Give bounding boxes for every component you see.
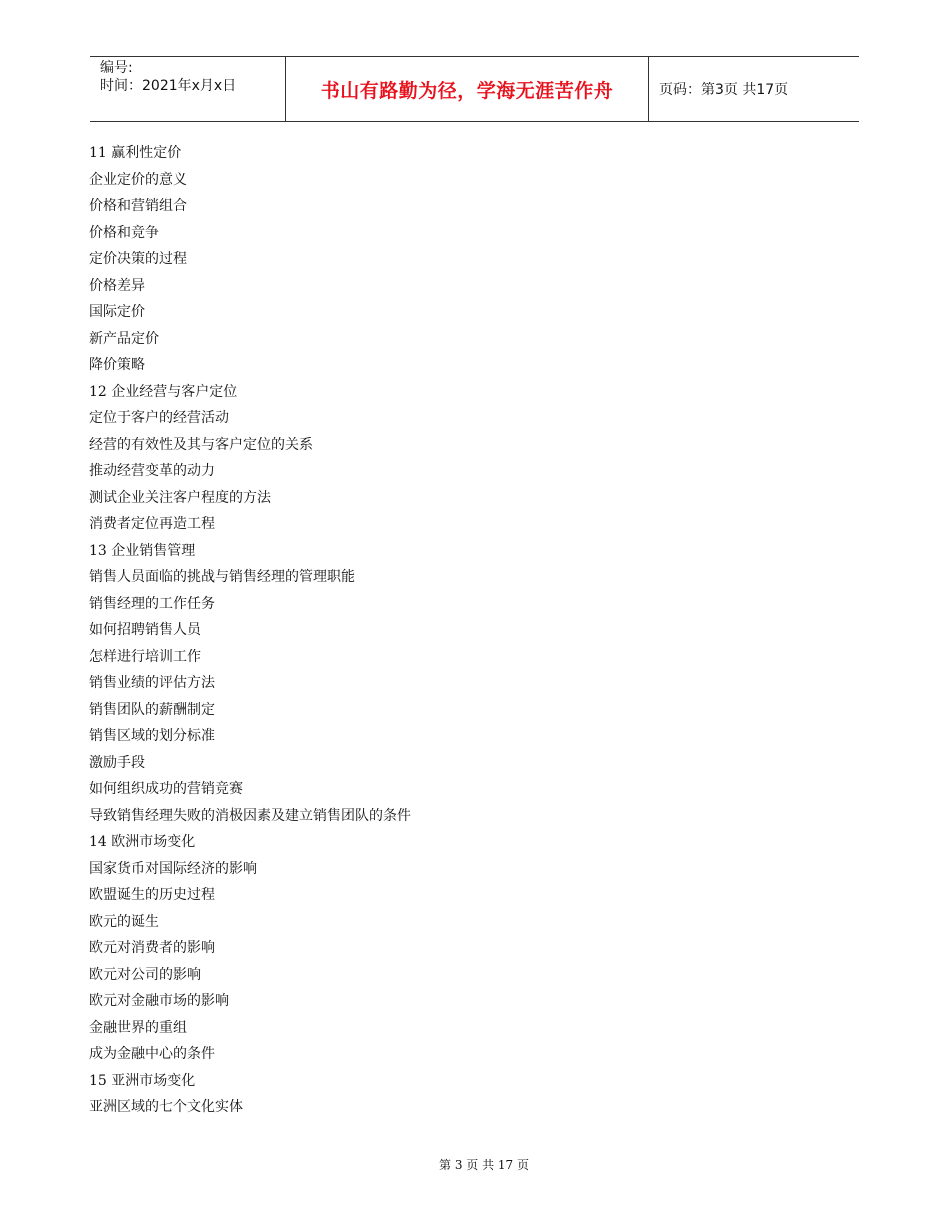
toc-line: 推动经营变革的动力 [89, 463, 215, 479]
header-page-info: 页码：第3页 共17页 [659, 82, 789, 98]
toc-line: 欧元对公司的影响 [89, 966, 201, 983]
toc-line: 13 企业销售管理 [89, 542, 196, 559]
toc-line: 价格和营销组合 [89, 198, 187, 214]
toc-line: 11 赢利性定价 [89, 145, 182, 161]
toc-line: 消费者定位再造工程 [89, 516, 215, 532]
toc-line: 15 亚洲市场变化 [89, 1072, 196, 1089]
document-number-label: 编号: [100, 60, 133, 76]
toc-line: 国家货币对国际经济的影响 [89, 860, 257, 877]
toc-line: 如何组织成功的营销竞赛 [89, 781, 243, 797]
toc-line: 定价决策的过程 [89, 251, 187, 267]
toc-line: 如何招聘销售人员 [89, 622, 201, 638]
toc-line: 12 企业经营与客户定位 [89, 383, 238, 400]
toc-line: 经营的有效性及其与客户定位的关系 [89, 436, 313, 453]
toc-line: 新产品定价 [89, 330, 159, 347]
page-header [90, 56, 859, 122]
toc-line: 销售业绩的评估方法 [89, 675, 215, 691]
toc-line: 销售经理的工作任务 [89, 595, 215, 612]
toc-line: 价格和竞争 [89, 224, 159, 241]
toc-line: 测试企业关注客户程度的方法 [89, 489, 271, 506]
toc-line: 欧盟诞生的历史过程 [89, 887, 215, 903]
toc-line: 14 欧洲市场变化 [89, 834, 196, 850]
toc-line: 销售团队的薪酬制定 [89, 701, 215, 718]
toc-line: 销售人员面临的挑战与销售经理的管理职能 [89, 569, 355, 585]
toc-line: 企业定价的意义 [89, 171, 187, 188]
toc-line: 亚洲区域的七个文化实体 [89, 1099, 243, 1115]
toc-line: 金融世界的重组 [89, 1019, 187, 1036]
toc-line: 销售区域的划分标准 [89, 728, 215, 744]
footer-page-number: 第 3 页 共 17 页 [439, 1158, 529, 1172]
toc-line: 欧元对消费者的影响 [89, 940, 215, 956]
toc-line: 欧元的诞生 [89, 913, 159, 930]
table-of-contents [89, 140, 411, 1121]
toc-line: 导致销售经理失败的消极因素及建立销售团队的条件 [89, 807, 411, 824]
toc-line: 欧元对金融市场的影响 [89, 993, 229, 1009]
header-motto: 书山有路勤为径，学海无涯苦作舟 [286, 57, 649, 121]
document-time-label: 时间：2021年x月x日 [100, 78, 237, 94]
toc-line: 降价策略 [89, 357, 145, 373]
toc-line: 怎样进行培训工作 [89, 648, 201, 665]
toc-line: 定位于客户的经营活动 [89, 410, 229, 426]
toc-line: 成为金融中心的条件 [89, 1046, 215, 1062]
toc-line: 价格差异 [89, 277, 145, 294]
page-footer [0, 1156, 950, 1173]
toc-line: 激励手段 [89, 754, 145, 771]
toc-line: 国际定价 [89, 304, 145, 320]
header-meta-cell [90, 57, 286, 121]
